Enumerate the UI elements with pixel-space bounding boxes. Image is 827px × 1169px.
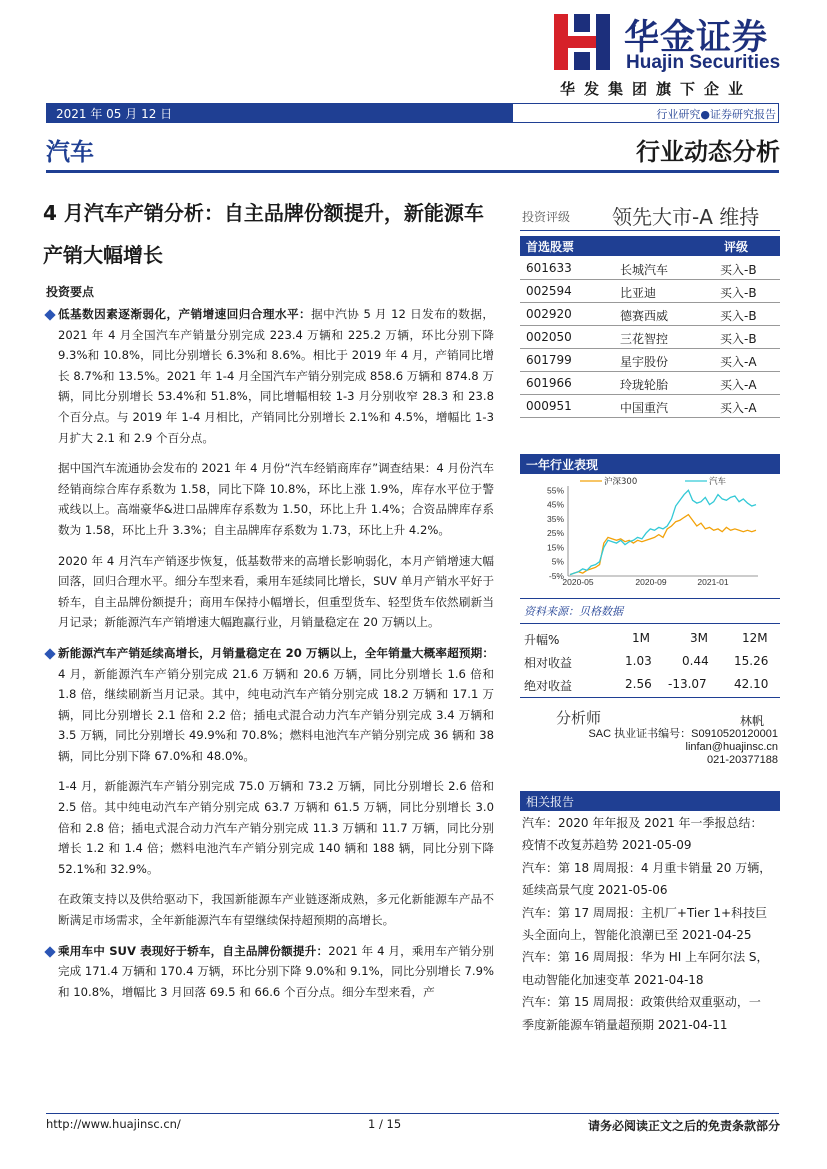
performance-heading: 一年行业表现 [526,458,599,472]
paragraph-body: 在政策支持以及供给驱动下，我国新能源车产业链逐渐成熟，多元化新能源车产品不断满足市场需求，全年新能源汽车有望继续保持超预期的高增长。 [58,892,494,928]
body-column [46,304,494,1012]
table-row [520,650,780,673]
table-row [520,303,780,326]
table-row [520,349,780,372]
stock-code: 000951 [526,399,572,413]
related-report-line[interactable]: 头全面向上，智能化浪潮已至 2021-04-25 [522,928,752,943]
table-row [520,372,780,395]
chart-y-tick-label: 25% [546,528,564,539]
paragraph [46,889,494,930]
table-cell: 3M [690,631,708,645]
analyst-cert: SAC 执业证书编号：S0910520120001 [588,728,778,740]
report-title: 4 月汽车产销分析：自主品牌份额提升，新能源车产销大幅增长 [43,201,484,267]
stock-name: 中国重汽 [620,401,669,415]
analyst-phone: 021-20377188 [707,754,778,766]
analyst-email[interactable]: linfan@huajinsc.cn [685,741,778,753]
header-divider [46,170,779,173]
brand-name-en: Huajin Securities [626,52,781,73]
paragraph [46,551,494,633]
stock-code: 002920 [526,307,572,321]
report-category: 行业研究●证券研究报告 [656,108,776,121]
paragraph-body: 2020 年 4 月汽车产销逐步恢复，低基数带来的高增长影响弱化，本月产销增速大幅回落，回归合理水平。细分车型来看，乘用车延续同比增长，SUV 单月产销水平好于轿车，自主品牌份额提升；商用车保持小幅增长，但重型货车、轻型货车依然刷新当月记录；新能源汽车产销增速大幅跑赢行业，月销量稳定在 20 万辆以上。 [58,553,494,630]
footer-url[interactable]: http://www.huajinsc.cn/ [46,1117,181,1131]
rating-divider [520,230,780,231]
stock-code: 601633 [526,261,572,275]
table-cell: 15.26 [734,654,769,668]
related-report-line[interactable]: 延续高景气度 2021-05-06 [522,883,668,898]
table-cell: 42.10 [734,677,769,691]
chart-legend-label: 沪深300 [604,477,638,487]
chart-y-tick-label: 5% [551,556,564,567]
chart-source: 资料来源：贝格数据 [524,605,623,618]
analyst-name: 林帆 [740,714,765,728]
table-cell: 2.56 [625,677,652,691]
stock-rating: 买入-A [720,378,757,392]
related-report-line[interactable]: 汽车：2020 年年报及 2021 年一季报总结： [522,816,763,830]
paragraph-heading: 新能源汽车产销延续高增长，月销量稳定在 20 万辆以上，全年销量大概率超预期： [58,645,494,660]
analyst-info [520,728,778,767]
stock-rating: 买入-A [720,401,757,415]
footer-divider [46,1113,779,1114]
related-report-line[interactable]: 汽车：第 15 周周报：政策供给双重驱动，一 [522,995,761,1010]
paragraph [46,304,494,448]
paragraph-body: 1-4 月，新能源汽车产销分别完成 75.0 万辆和 73.2 万辆，同比分别增长 2.6 倍和 2.5 倍。其中纯电动汽车产销分别完成 63.7 万辆和 61.5 万辆，同比分别增长 3.0 倍和 2.8 倍；插电式混合动力汽车产销分别完成 11.3 万辆和 11.7 万辆，同比分别增长 1.2 和 1.4 倍；燃料电池汽车产销分别完成 140 辆和 188 辆，同比分别下降 52.1%和 32.9%。 [58,779,494,876]
chart-divider [520,598,780,599]
table-cell: 0.44 [682,654,709,668]
table-cell: 升幅% [524,633,560,647]
diamond-bullet-icon [44,309,55,320]
chart-y-tick-label: 55% [546,485,564,496]
performance-table [520,627,780,696]
stock-name: 比亚迪 [620,286,657,300]
related-report-line[interactable]: 电动智能化加速变革 2021-04-18 [522,972,704,987]
report-date: 2021 年 05 月 12 日 [56,107,173,121]
stock-name: 长城汽车 [620,263,669,277]
stock-name: 星宇股份 [620,355,669,369]
related-report-line[interactable]: 汽车：第 17 周周报：主机厂+Tier 1+科技巨 [522,905,768,920]
paragraph-heading: 低基数因素逐渐弱化，产销增速回归合理水平： [58,307,312,321]
table-row [520,257,780,280]
table-row [520,673,780,696]
chart-series-line [570,515,756,575]
table-row [520,326,780,349]
chart-x-tick-label: 2020-05 [562,577,594,587]
stock-rating: 买入-B [720,263,757,277]
chart-y-tick-label: 45% [546,499,564,510]
chart-x-tick-label: 2021-01 [697,577,729,587]
stock-name: 玲珑轮胎 [620,378,669,392]
paragraph [46,643,494,767]
stock-name: 德赛西威 [620,309,669,323]
rating-label: 投资评级 [522,210,571,224]
stock-code: 601799 [526,353,572,367]
stock-rating: 买入-A [720,355,757,369]
stock-table-head-left: 首选股票 [526,240,575,254]
stock-rating: 买入-B [720,309,757,323]
stock-name: 三花智控 [620,332,669,346]
related-report-line[interactable]: 季度新能源车销量超预期 2021-04-11 [522,1017,728,1032]
stock-code: 601966 [526,376,572,390]
stock-rating: 买入-B [720,286,757,300]
chart-y-tick-label: -5% [548,571,564,581]
stock-table-head-right: 评级 [724,240,749,254]
industry-performance-chart [520,476,780,588]
stock-rating: 买入-B [720,332,757,346]
paragraph [46,776,494,879]
analyst-label: 分析师 [556,709,602,727]
diamond-bullet-icon [44,648,55,659]
paragraph-body: 据中汽协 5 月 12 日发布的数据，2021 年 4 月全国汽车产销量分别完成 223.4 万辆和 225.2 万辆，环比分别下降 9.3%和 10.8%，同比分别增长 6.3%和 8.6%。相比于 2019 年 4 月，产销同比增长 8.7%和 13.5%。2021 年 1-4 月全国汽车产销分别完成 858.6 万辆和 874.8 万辆，同比分别增长 53.4%和 51.8%，同比增幅相较 1-3 月分别收窄 28.3 和 23.8 个百分点。与 2019 年 1-4 月相比，产销同比分别增长 2.1%和 4.5%，增幅比 1-3 月扩大 2.1 和 2.9 个百分点。 [58,307,494,445]
chart-series-line [570,490,756,574]
huajin-logo-icon [554,14,610,70]
table-cell: 绝对收益 [524,679,573,693]
related-report-line[interactable]: 汽车：第 16 周周报：华为 HI 上车阿尔法 S， [522,950,769,965]
paragraph [46,458,494,540]
stock-code: 002594 [526,284,572,298]
perf-table-bottom [520,697,780,698]
table-cell: 1M [632,631,650,645]
brand-name-cn: 华金证券 [624,18,769,58]
brand-subtitle: 华发集团旗下企业 [560,80,753,98]
table-row [520,627,780,650]
paragraph-heading: 乘用车中 SUV 表现好于轿车，自主品牌份额提升： [58,943,329,958]
chart-x-tick-label: 2020-09 [635,577,667,587]
related-reports-list [522,812,780,1036]
rating-value: 领先大市-A 维持 [612,205,760,229]
table-cell: 相对收益 [524,656,573,670]
paragraph-body: 2021 年 4 月，乘用车产销分别完成 171.4 万辆和 170.4 万辆，环比分别下降 9.0%和 9.1%，同比分别增长 7.9%和 10.8%，增幅比 3 月回落 69.5 和 66.6 个百分点。细分车型来看，产 [58,943,494,999]
table-cell: -13.07 [668,677,707,691]
table-row [520,395,780,418]
industry-label: 汽车 [46,138,94,166]
footer-disclaimer: 请务必阅读正文之后的免责条款部分 [587,1119,780,1133]
chart-y-tick-label: 15% [546,542,564,553]
table-cell: 1.03 [625,654,652,668]
chart-legend-label: 汽车 [709,477,727,487]
page-number: 1 / 15 [368,1117,402,1131]
table-row [520,280,780,303]
perf-table-divider [520,623,780,624]
key-points-heading: 投资要点 [46,285,95,299]
stock-code: 002050 [526,330,572,344]
chart-y-tick-label: 35% [546,513,564,524]
table-cell: 12M [742,631,768,645]
paragraph-body: 据中国汽车流通协会发布的 2021 年 4 月份“汽车经销商库存”调查结果：4 月份汽车经销商综合库存系数为 1.58，同比下降 10.8%，环比上涨 1.9%，库存水平位于警戒线以上。高端豪华&进口品牌库存系数为 1.50，环比上升 1.4%；合资品牌库存系数为 1.58，环比上升 3.3%；自主品牌库存系数为 1.73，环比上升 4.2%。 [58,461,494,537]
related-report-line[interactable]: 疫情不改复苏趋势 2021-05-09 [522,838,692,853]
paragraph-body: 4 月，新能源汽车产销分别完成 21.6 万辆和 20.6 万辆，同比分别增长 1.6 倍和 1.8 倍，继续刷新当月记录。其中，纯电动汽车产销分别完成 18.2 万辆和 17.1 万辆，同比分别增长 2.1 倍和 2.2 倍；插电式混合动力汽车产销分别完成 3.4 万辆和 3.5 万辆，同比分别增长 49.9%和 70.8%；燃料电池汽车产销分别完成 36 辆和 38 辆，同比分别下降 67.0%和 48.0%。 [58,666,494,763]
related-report-line[interactable]: 汽车：第 18 周周报：4 月重卡销量 20 万辆， [522,860,772,875]
related-reports-heading: 相关报告 [526,795,575,809]
diamond-bullet-icon [44,946,55,957]
paragraph [46,941,494,1003]
report-type: 行业动态分析 [636,138,780,166]
